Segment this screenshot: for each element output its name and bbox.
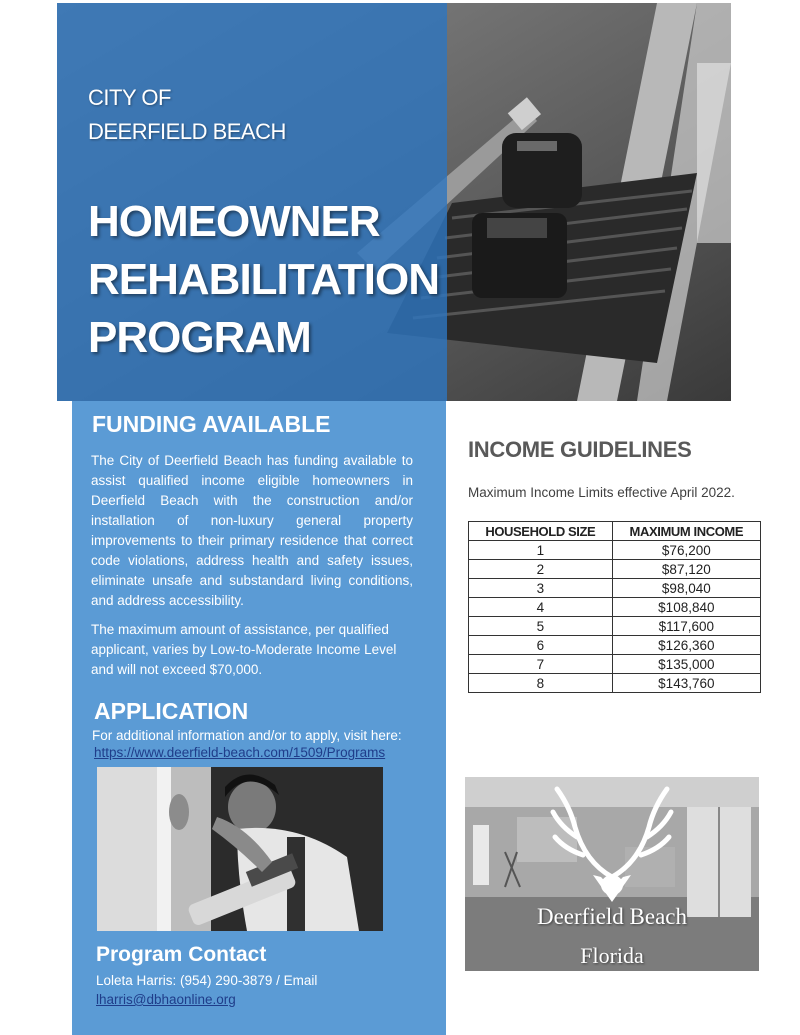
programs-link[interactable]: https://www.deerfield-beach.com/1509/Programs: [94, 745, 386, 760]
maximum-income-cell: $143,760: [612, 674, 760, 693]
household-size-cell: 3: [469, 579, 613, 598]
table-header-row: [469, 522, 761, 541]
income-guidelines-heading: INCOME GUIDELINES: [468, 437, 692, 462]
table-row: [469, 617, 761, 636]
assistance-paragraph: The maximum amount of assistance, per qualified applicant, varies by Low-to-Moderate Income Level and will not exceed $70,000.: [91, 622, 397, 677]
maximum-income-cell: $87,120: [612, 560, 760, 579]
city-name-line2: DEERFIELD BEACH: [88, 119, 286, 144]
table-row: [469, 598, 761, 617]
program-title-line3: PROGRAM: [88, 313, 311, 362]
maximum-income-cell: $76,200: [612, 541, 760, 560]
household-size-cell: 8: [469, 674, 613, 693]
household-size-cell: 6: [469, 636, 613, 655]
funding-heading: FUNDING AVAILABLE: [92, 411, 331, 437]
household-size-cell: 2: [469, 560, 613, 579]
antler-logo-icon: [465, 777, 759, 971]
application-text: For additional information and/or to apply, visit here:: [92, 728, 402, 743]
program-title-line1: HOMEOWNER: [88, 197, 380, 246]
table-row: [469, 655, 761, 674]
table-row: [469, 560, 761, 579]
income-table: [468, 521, 761, 693]
income-limits-note: Maximum Income Limits effective April 2022.: [468, 485, 735, 500]
program-title-line2: REHABILITATION: [88, 255, 439, 304]
table-row: [469, 579, 761, 598]
household-size-cell: 7: [469, 655, 613, 674]
hero-banner: [57, 3, 731, 401]
maximum-income-cell: $108,840: [612, 598, 760, 617]
maximum-income-cell: $117,600: [612, 617, 760, 636]
household-size-cell: 1: [469, 541, 613, 560]
application-heading: APPLICATION: [94, 698, 249, 724]
funding-paragraph: The City of Deerfield Beach has funding available to assist qualified income eligible homeowners in Deerfield Beach with the construction and/or installation of non-luxury general property improvements to their primary residence that correct code violations, address health and safety issues, eliminate unsafe and substandard living conditions, and address accessibility.: [91, 453, 413, 608]
program-title: [88, 193, 439, 367]
column-header-household-size: HOUSEHOLD SIZE: [469, 522, 613, 541]
hero-text: [88, 81, 439, 367]
logo-text-deerfield-beach: Deerfield Beach: [536, 904, 688, 929]
contact-phone-line: Loleta Harris: (954) 290-3879 / Email: [96, 973, 318, 988]
household-size-cell: 4: [469, 598, 613, 617]
contact-email-link[interactable]: lharris@dbhaonline.org: [96, 992, 236, 1007]
info-panel: [72, 401, 446, 1035]
city-name-line1: CITY OF: [88, 85, 171, 110]
maximum-income-cell: $98,040: [612, 579, 760, 598]
table-row: [469, 636, 761, 655]
column-header-maximum-income: MAXIMUM INCOME: [612, 522, 760, 541]
deerfield-logo-image: [465, 777, 759, 971]
household-size-cell: 5: [469, 617, 613, 636]
logo-text-florida: Florida: [580, 943, 644, 968]
table-row: [469, 674, 761, 693]
table-row: [469, 541, 761, 560]
worker-caulking-photo: [97, 767, 383, 931]
maximum-income-cell: $126,360: [612, 636, 760, 655]
maximum-income-cell: $135,000: [612, 655, 760, 674]
contact-heading: Program Contact: [96, 943, 267, 966]
